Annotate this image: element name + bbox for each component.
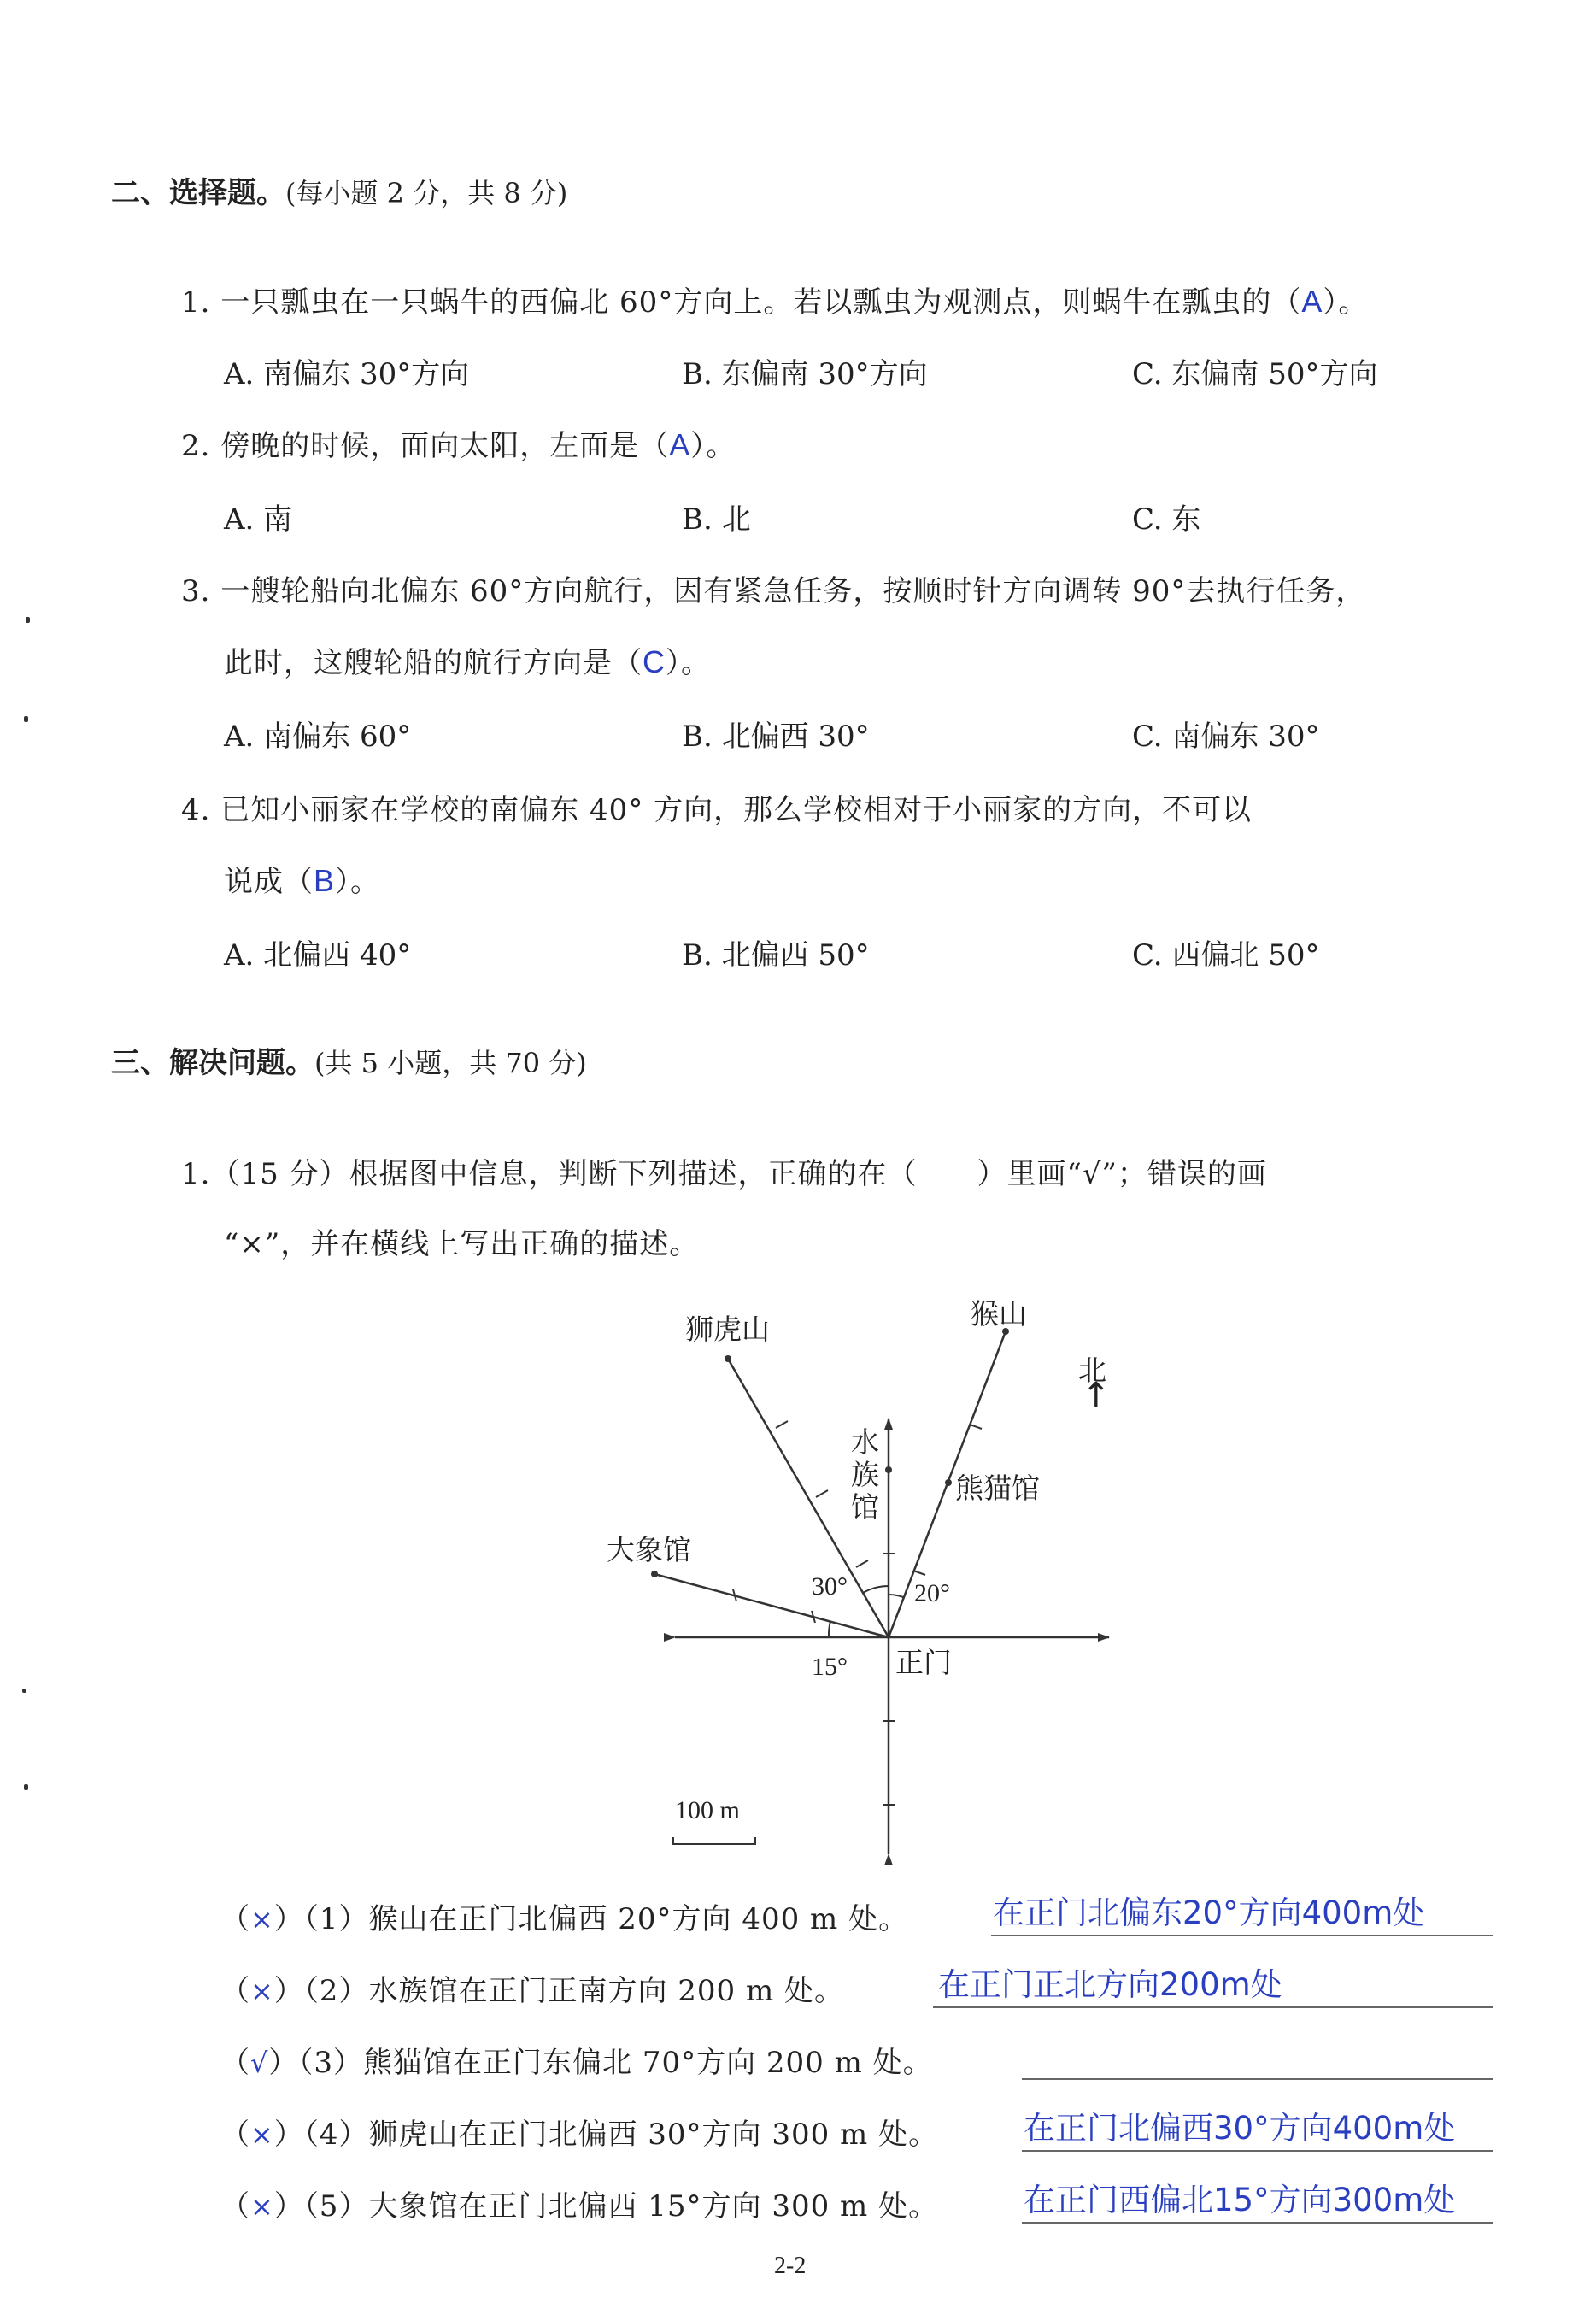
- judgment-row-5: [220, 2182, 938, 2224]
- scan-speck: [22, 1689, 26, 1693]
- point-lion: [725, 1355, 731, 1362]
- label-north: 北: [1078, 1354, 1106, 1387]
- choice-q4-option-a: A. 北偏西 40°: [224, 938, 412, 972]
- judgment-5-close: ）: [273, 2189, 304, 2224]
- judgment-row-1: [220, 1895, 908, 1937]
- choice-q3-option-b: B. 北偏西 30°: [682, 720, 870, 754]
- section-solve-title: 三、解决问题。: [111, 1046, 314, 1080]
- north-arrow-icon: ↑: [1082, 1376, 1111, 1415]
- page-number: 2-2: [774, 2253, 807, 2279]
- solve-q1-line2: “×”，并在横线上写出正确的描述。: [224, 1227, 700, 1261]
- solve-q1-line1: 1.（15 分）根据图中信息，判断下列描述，正确的在（ ）里画“√”；错误的画: [181, 1157, 1267, 1191]
- label-gate: 正门: [895, 1646, 952, 1679]
- judgment-5-mark: ×: [250, 2190, 274, 2223]
- judgment-2-mark: ×: [250, 1975, 274, 2007]
- label-scale: 100 m: [675, 1796, 740, 1824]
- judgment-3-close: ）: [268, 2046, 299, 2080]
- label-aquarium-3: 馆: [851, 1490, 879, 1524]
- choice-q2-answer: A: [669, 427, 691, 462]
- judgment-1-close: ）: [273, 1902, 304, 1936]
- judgment-1-correction: 在正门北偏东20°方向400m处: [993, 1895, 1425, 1931]
- choice-q3-option-a: A. 南偏东 60°: [224, 720, 412, 754]
- choice-q3-answer: C: [643, 644, 666, 679]
- choice-q1-end: ）。: [1323, 285, 1369, 320]
- label-angle-20: 20°: [914, 1579, 950, 1607]
- label-aquarium-1: 水: [851, 1425, 879, 1459]
- arc-20: [889, 1595, 903, 1597]
- choice-q4-answer: B: [314, 863, 336, 898]
- label-angle-15: 15°: [812, 1653, 848, 1681]
- judgment-3-open: （: [220, 2046, 250, 2080]
- judgment-3-mark: √: [250, 2047, 269, 2079]
- point-panda: [945, 1479, 952, 1486]
- judgment-1-answer-line: [991, 1935, 1493, 1936]
- choice-q1-option-b: B. 东偏南 30°方向: [682, 357, 928, 391]
- section-choice-subtitle: (每小题 2 分，共 8 分): [285, 177, 568, 209]
- scan-speck: [24, 1784, 28, 1790]
- label-monkey: 猴山: [971, 1297, 1027, 1331]
- choice-q1-answer: A: [1301, 284, 1323, 319]
- judgment-5-text: （5）大象馆在正门北偏西 15°方向 300 m 处。: [303, 2189, 939, 2224]
- label-elephant: 大象馆: [607, 1533, 691, 1566]
- choice-q2-option-b: B. 北: [682, 502, 751, 537]
- judgment-4-answer-line: [1022, 2150, 1493, 2152]
- choice-q2-text: 2. 傍晚的时候，面向太阳，左面是（: [181, 429, 670, 463]
- choice-q1-text: 1. 一只瓢虫在一只蜗牛的西偏北 60°方向上。若以瓢虫为观测点，则蜗牛在瓢虫的（: [181, 285, 1302, 320]
- judgment-2-close: ）: [273, 1974, 304, 2008]
- line-to-elephant: [654, 1574, 889, 1637]
- judgment-5-correction: 在正门西偏北15°方向300m处: [1024, 2182, 1456, 2218]
- judgment-1-text: （1）猴山在正门北偏西 20°方向 400 m 处。: [303, 1902, 909, 1936]
- label-lion: 狮虎山: [685, 1313, 770, 1346]
- judgment-2-correction: 在正门正北方向200m处: [938, 1966, 1282, 2003]
- judgment-4-correction: 在正门北偏西30°方向400m处: [1024, 2110, 1456, 2147]
- choice-q4-line1: 4. 已知小丽家在学校的南偏东 40° 方向，那么学校相对于小丽家的方向，不可以: [181, 793, 1253, 827]
- judgment-4-mark: ×: [250, 2118, 274, 2151]
- scan-speck: [24, 716, 28, 722]
- choice-q3-line1: 3. 一艘轮船向北偏东 60°方向航行，因有紧急任务，按顺时针方向调转 90°去执行任务，: [181, 574, 1366, 608]
- choice-q1-option-c: C. 东偏南 50°方向: [1132, 357, 1378, 391]
- arc-30: [863, 1586, 889, 1593]
- choice-q4-option-c: C. 西偏北 50°: [1132, 938, 1320, 972]
- label-aquarium-2: 族: [851, 1458, 879, 1491]
- choice-q2-option-c: C. 东: [1132, 502, 1201, 537]
- judgment-3-answer-line: [1022, 2078, 1493, 2080]
- scan-speck: [26, 617, 30, 623]
- judgment-2-answer-line: [933, 2006, 1493, 2008]
- choice-q4-text2: 说成（: [224, 865, 314, 899]
- choice-q4-end: ）。: [335, 865, 381, 899]
- judgment-row-2: [220, 1967, 844, 2009]
- section-solve-subtitle: (共 5 小题，共 70 分): [314, 1047, 587, 1079]
- judgment-3-text: （3）熊猫馆在正门东偏北 70°方向 200 m 处。: [298, 2046, 933, 2080]
- judgment-4-text: （4）狮虎山在正门北偏西 30°方向 300 m 处。: [303, 2118, 939, 2152]
- choice-q3-option-c: C. 南偏东 30°: [1132, 720, 1320, 754]
- judgment-4-open: （: [220, 2118, 250, 2152]
- judgment-row-4: [220, 2111, 938, 2153]
- section-choice-title: 二、选择题。: [111, 176, 285, 210]
- choice-q3-end: ）。: [666, 646, 711, 680]
- label-angle-30: 30°: [812, 1572, 848, 1601]
- choice-q3-text2: 此时，这艘轮船的航行方向是（: [224, 646, 643, 680]
- label-panda: 熊猫馆: [955, 1472, 1040, 1505]
- judgment-2-open: （: [220, 1974, 250, 2008]
- judgment-5-open: （: [220, 2189, 250, 2224]
- judgment-row-3: [220, 2039, 933, 2081]
- arc-15: [829, 1621, 830, 1637]
- point-aquarium: [885, 1466, 892, 1473]
- judgment-2-text: （2）水族馆在正门正南方向 200 m 处。: [303, 1974, 845, 2008]
- judgment-1-open: （: [220, 1902, 250, 1936]
- judgment-4-close: ）: [273, 2118, 304, 2152]
- scale-bar: [673, 1837, 755, 1844]
- choice-q4-option-b: B. 北偏西 50°: [682, 938, 870, 972]
- choice-q1-option-a: A. 南偏东 30°方向: [224, 357, 470, 391]
- choice-q2-end: ）。: [690, 429, 736, 463]
- point-elephant: [651, 1571, 658, 1577]
- judgment-1-mark: ×: [250, 1903, 274, 1936]
- choice-q2-option-a: A. 南: [224, 502, 293, 537]
- judgment-5-answer-line: [1022, 2222, 1493, 2224]
